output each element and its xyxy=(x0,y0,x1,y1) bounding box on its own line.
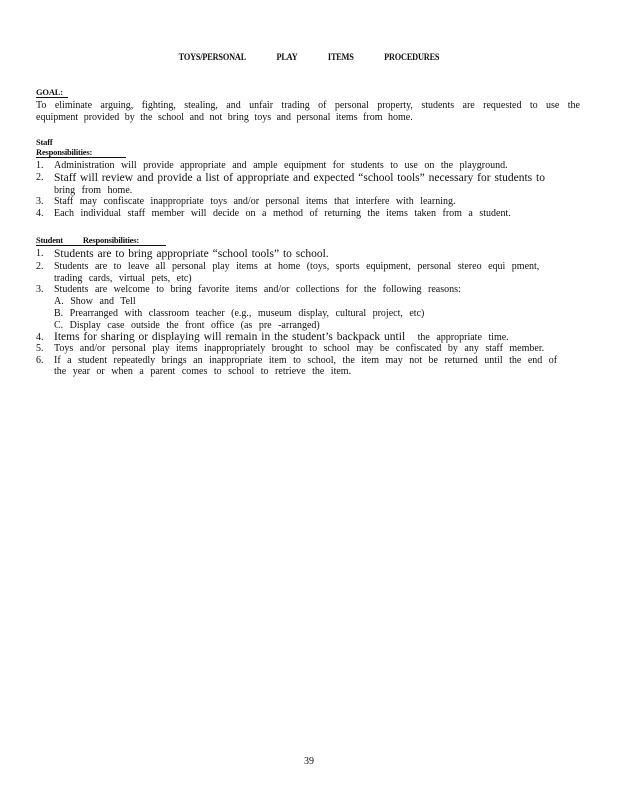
item-text: Staff may confiscate inappropriate toys and/or personal items that interfere with learning. xyxy=(54,196,456,207)
item-text xyxy=(54,284,580,296)
item-number: 1. xyxy=(36,248,44,259)
list-item xyxy=(36,261,580,284)
sub-item-show-and-tell: A. Show and Tell xyxy=(54,295,136,307)
item-text xyxy=(54,261,580,284)
list-item xyxy=(36,284,580,296)
title-part-toys-personal: TOYS/PERSONAL xyxy=(178,52,247,62)
item-number: 4. xyxy=(36,207,44,219)
item-number: 2. xyxy=(36,261,44,272)
list-item xyxy=(36,172,580,197)
item-text: Each individual staff member will decide on a method of returning the items taken from a student. xyxy=(54,207,511,219)
page-number: 39 xyxy=(304,756,314,767)
staff-list xyxy=(36,160,580,219)
title-part-items: ITEMS xyxy=(327,52,354,62)
item-text-tail: the appropriate time. xyxy=(417,331,509,343)
list-item xyxy=(36,208,580,220)
student-section xyxy=(36,230,580,378)
goal-text: To eliminate arguing, fighting, stealing, and unfair trading of personal property, students are requested to use the equipment provided by the school and not bring toys and personal items from home. xyxy=(36,100,580,123)
item-text-main: Staff will review and provide a list of appropriate and expected “school tools” necessary for students to xyxy=(54,171,545,184)
item-text-continued: the year or when a parent comes to school to retrieve the item. xyxy=(54,366,352,377)
list-item xyxy=(36,196,580,208)
sub-item-prearranged: B. Prearranged with classroom teacher (e.g., museum display, cultural project, etc) xyxy=(54,307,425,319)
goal-heading: GOAL: xyxy=(36,87,68,98)
item-text-main: Students are to leave all personal play items at home (toys, sports equipment, personal stereo equi pment, xyxy=(54,261,540,272)
item-text-main: Students are welcome to bring favorite items and/or collections for the following reasons: xyxy=(54,284,461,295)
list-item xyxy=(36,332,580,344)
list-item xyxy=(36,160,580,172)
student-heading: Student Responsibilities: xyxy=(36,235,166,246)
item-text xyxy=(54,332,580,344)
staff-section xyxy=(36,137,580,219)
item-number: 1. xyxy=(36,160,44,171)
page-title xyxy=(25,52,594,62)
item-text xyxy=(54,172,580,197)
item-text: Toys and/or personal play items inappropriately brought to school may be confiscated by any staff member. xyxy=(54,343,545,354)
list-item xyxy=(36,343,580,355)
item-number: 6. xyxy=(36,354,44,366)
item-text: Students are to bring appropriate “school tools” to school. xyxy=(54,248,329,260)
list-item xyxy=(36,355,580,378)
list-item xyxy=(36,248,580,261)
item-text-continued: trading cards, virtual pets, etc) xyxy=(54,272,192,284)
item-text: Administration will provide appropriate and ample equipment for students to use on the playground. xyxy=(54,160,508,171)
goal-section xyxy=(36,82,580,123)
title-part-procedures: PROCEDURES xyxy=(384,52,440,62)
student-list xyxy=(36,248,580,378)
item-text xyxy=(54,355,580,378)
item-number: 4. xyxy=(36,331,44,343)
title-part-play: PLAY xyxy=(276,52,298,62)
item-number: 5. xyxy=(36,343,44,354)
item-number: 3. xyxy=(36,196,44,207)
sub-item-display-case: C. Display case outside the front office (as pre -arranged) xyxy=(54,319,320,331)
item-number: 3. xyxy=(36,284,44,295)
item-text-main: Items for sharing or displaying will remain in the student’s backpack until xyxy=(54,330,406,343)
item-text-continued: bring from home. xyxy=(54,184,133,196)
staff-heading: Staff Responsibilities: xyxy=(36,137,126,158)
item-text-main: If a student repeatedly brings an inappropriate item to school, the item may not be returned until the end of xyxy=(54,354,558,366)
item-number: 2. xyxy=(36,171,44,183)
